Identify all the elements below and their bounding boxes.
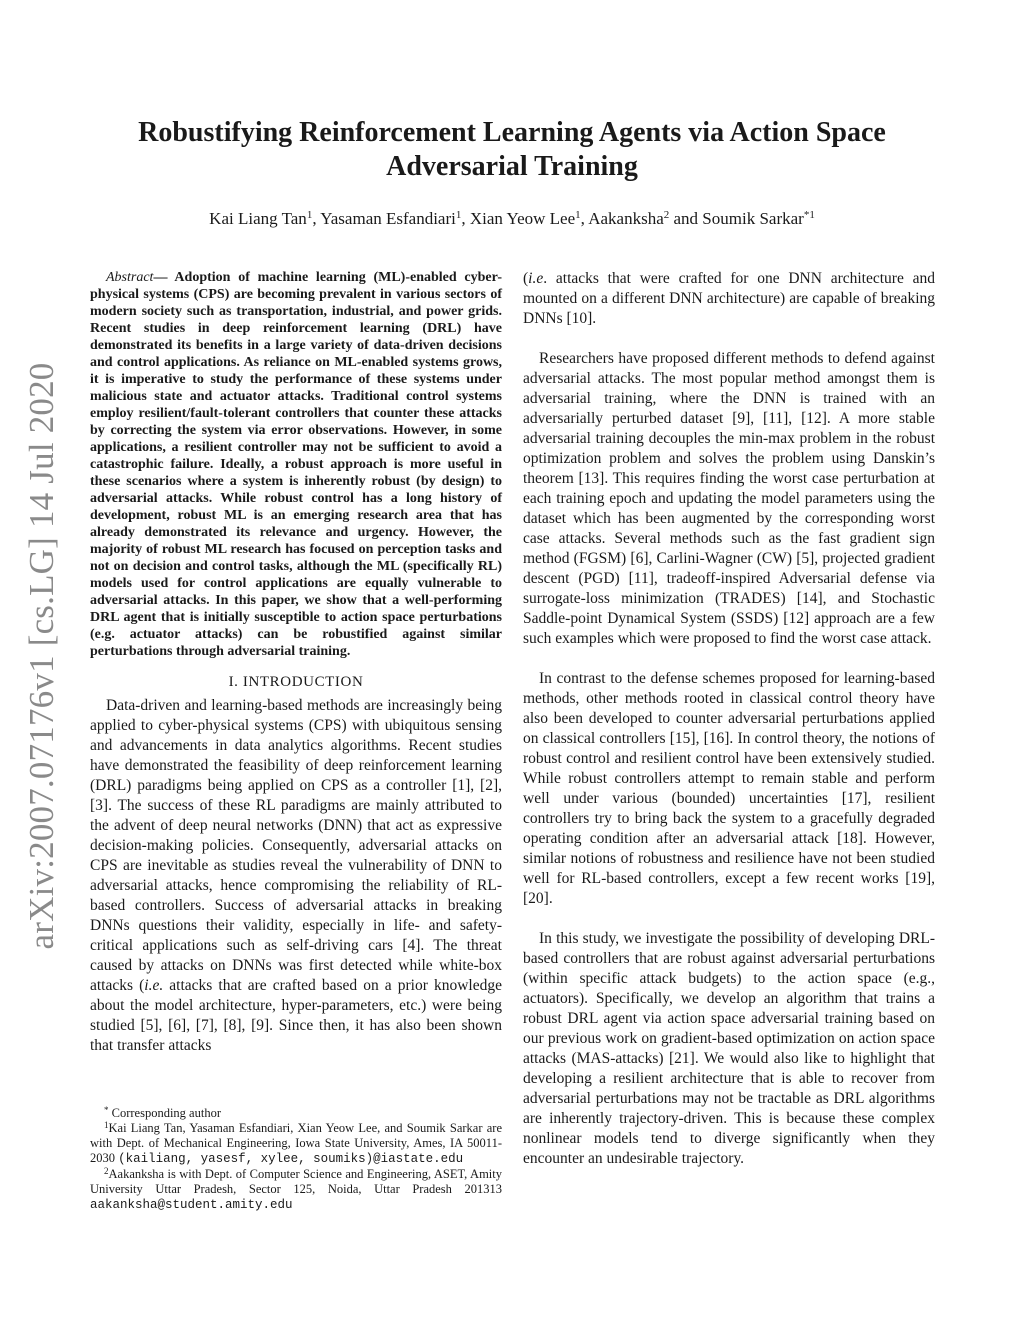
author-name: Aakanksha (588, 209, 664, 228)
author-name: Kai Liang Tan (209, 209, 307, 228)
title-line-1: Robustifying Reinforcement Learning Agents via Action Space (138, 117, 886, 148)
author-separator: and (669, 209, 703, 228)
author-name: Xian Yeow Lee (469, 209, 576, 228)
right-column-text (523, 269, 935, 1169)
paragraph-text: attacks that are crafted based on a prior knowledge about the model architecture, hyper-parameters, etc.) were being studied [5], [6], [7], [8], [9]. Since then, it has also been shown that transfer attacks (90, 977, 502, 1054)
author-separator: , (461, 209, 470, 228)
footnote-text: Kai Liang Tan, Yasaman Esfandiari, Xian Yeow Lee, and Soumik Sarkar are with Dept. of Mechanical Engineering, Iowa State University, Ames, IA 50011-2030 (90, 1121, 502, 1165)
footnote-mark: * (104, 1105, 109, 1115)
paragraph-emphasis: i.e. (144, 977, 164, 994)
abstract (90, 269, 502, 660)
author-affiliation-mark: *1 (803, 209, 815, 221)
section-heading-introduction: I. INTRODUCTION (228, 674, 364, 690)
author-affiliation-mark: 1 (575, 209, 581, 221)
author-list (110, 209, 914, 229)
author-separator: , (580, 209, 589, 228)
footnote-email: aakanksha@student.amity.edu (90, 1198, 293, 1212)
arxiv-identifier (22, 362, 62, 950)
paragraph (90, 696, 502, 1056)
footnote-text: Aakanksha is with Dept. of Computer Science and Engineering, ASET, Amity University Uttar Pradesh, Sector 125, Noida, Uttar Pradesh 201313 (90, 1167, 502, 1196)
author-affiliation-mark: 1 (306, 209, 313, 221)
footnotes (90, 1106, 502, 1213)
footnote-mark: 1 (104, 1120, 109, 1130)
abstract-label: Abstract (106, 270, 154, 285)
footnote-corresponding (90, 1106, 502, 1121)
paragraph: In this study, we investigate the possibility of developing DRL-based controllers that are robust against adversarial perturbations (within specific attack budgets) to the action space (e.g., actuators). Specifically, we develop an algorithm that trains a robust DRL agent via action space adversarial training based on our previous work on gradient-based optimization on action space attacks (MAS-attacks) [21]. We would also like to highlight that developing a resilient architecture that is able to recover from adversarial perturbations may not be tractable as DRL algorithms are inherently trajectory-driven. This is because these complex nonlinear models tend to diverge significantly when they encounter an undesirable trajectory. (523, 930, 935, 1167)
paragraph-emphasis: i.e (528, 270, 544, 287)
abstract-text: — Adoption of machine learning (ML)-enabled cyber-physical systems (CPS) are becoming prevalent in various sectors of modern society such as transportation, industrial, and power grids. Recent studies in deep reinforcement learning (DRL) have demonstrated its benefits in a large variety of data-driven decisions and control applications. As reliance on ML-enabled systems grows, it is imperative to study the performance of these systems under malicious state and actuator attacks. Traditional control systems employ resilient/fault-tolerant controllers that counter these attacks by correcting the system via error observations. However, in some applications, a resilient controller may not be sufficient to avoid a catastrophic failure. Ideally, a robust approach is more useful in these scenarios where a system is inherently robust (by design) to adversarial attacks. While robust control has a long history of development, robust ML is an emerging research area that has already demonstrated its relevance and urgency. However, the majority of robust ML research has focused on perception tasks and not on decision and control tasks, although the ML (specifically RL) models used for control applications are equally vulnerable to adversarial attacks. In this paper, we show that a well-performing DRL agent that is initially susceptible to action space perturbations (e.g. actuator attacks) can be robustified against similar perturbations through adversarial training. (90, 270, 502, 659)
footnote-email: (kailiang, yasesf, xylee, soumiks)@iastate.edu (118, 1152, 464, 1166)
paragraph: In contrast to the defense schemes proposed for learning-based methods, other methods rooted in classical control theory have also been developed to counter adversarial perturbations applied on classical controllers [15], [16]. In control theory, the notions of robust control and resilient control have been extensively studied. While robust controllers attempt to remain stable and perform well under various (bounded) uncertainties [17], resilient controllers try to bring back the system to a gracefully degraded operating condition after an adversarial attack [18]. However, similar notions of robustness and resilience have not been studied well for RL-based controllers, except a few recent works [19], [20]. (523, 670, 935, 907)
footnote-affiliation-2 (90, 1167, 502, 1213)
title-line-2: Adversarial Training (386, 151, 638, 182)
author-name: Yasaman Esfandiari (320, 209, 456, 228)
right-column (523, 269, 935, 1169)
author-affiliation-mark: 1 (455, 209, 462, 221)
footnote-text: Corresponding author (108, 1106, 221, 1120)
left-column (90, 269, 502, 1056)
footnote-affiliation-1 (90, 1121, 502, 1167)
paper-title (110, 116, 914, 184)
paragraph-continuation: (i.e. attacks that were crafted for one DNN architecture and mounted on a different DNN architecture) are capable of breaking DNNs [10]. (523, 270, 935, 327)
footnote-mark: 2 (104, 1166, 109, 1176)
paragraph-text: Data-driven and learning-based methods are increasingly being applied to cyber-physical systems (CPS) with ubiquitous sensing and advancements in data analytics algorithms. Recent studies have demonstrated the feasibility of deep reinforcement learning (DRL) paradigms being applied on CPS as a controller [1], [2], [3]. The success of these RL paradigms are mainly attributed to the advent of deep neural networks (DNN) that act as expressive decision-making policies. Consequently, adversarial attacks on CPS are inevitable as studies reveal the vulnerability of DNN to adversarial attacks, hence compromising the reliability of RL-based controllers. Success of adversarial attacks in breaking DNNs questions their validity, especially in life- and safety-critical applications such as self-driving cars [4]. The threat caused by attacks on DNNs was first detected while white-box attacks ( (90, 697, 502, 994)
introduction-text (90, 696, 502, 1056)
author-separator: , (312, 209, 321, 228)
author-name: Soumik Sarkar (702, 209, 804, 228)
author-affiliation-mark: 2 (663, 209, 670, 221)
arxiv-identifier-text: arXiv:2007.07176v1 [cs.LG] 14 Jul 2020 (22, 362, 61, 950)
paragraph: Researchers have proposed different methods to defend against adversarial attacks. The most popular method amongst them is adversarial training, where the DNN is trained with an adversarially perturbed dataset [9], [11], [12]. A more stable adversarial training decouples the min-max problem in the robust optimization problem and solves the problem using Danskin’s theorem [13]. This requires finding the worst case perturbation at each training epoch and updating the model parameters using the dataset which has been augmented by the corresponding worst case attacks. Several methods such as the fast gradient sign method (FGSM) [6], Carlini-Wagner (CW) [5], projected gradient descent (PGD) [11], tradeoff-inspired Adversarial defense via surrogate-loss minimization (TRADES) [14], and Stochastic Saddle-point Dynamical System (SSDS) [12] approach are a few such examples which were proposed to find the worst case attack. (523, 350, 935, 647)
paragraph-text: . attacks that were crafted for one DNN architecture and mounted on a different DNN architecture) are capable of breaking DNNs [10]. (523, 270, 935, 327)
